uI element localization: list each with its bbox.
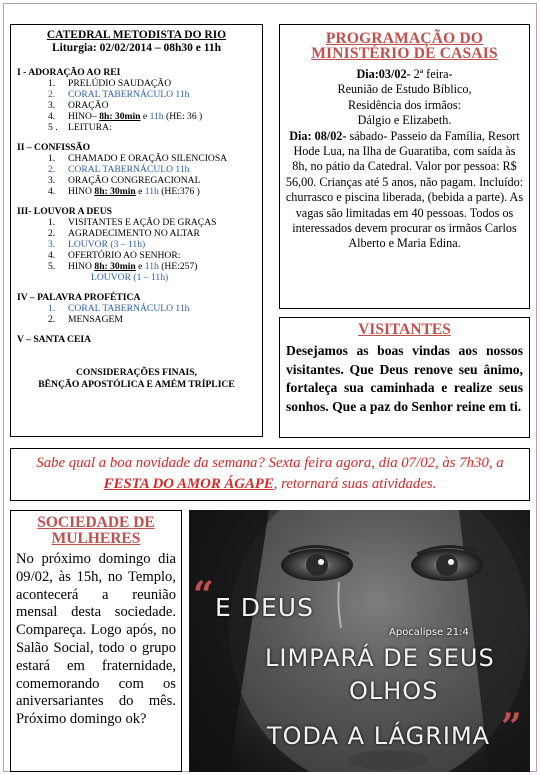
programacao-box	[279, 24, 530, 309]
liturgy-item-number: 1.	[48, 78, 56, 89]
day1-label: Dia:03/02-	[356, 67, 411, 81]
liturgy-item	[17, 250, 256, 261]
liturgy-item	[17, 78, 256, 89]
liturgy-item	[17, 89, 256, 100]
visitantes-box	[279, 317, 530, 438]
day2-label: Dia: 08/02-	[289, 128, 347, 143]
day1-text-a: 2ª feira-	[410, 67, 453, 81]
verse-reference: Apocalipse 21:4	[389, 627, 469, 638]
hymn-part-b2: 11h	[144, 186, 159, 197]
programacao-title-line-2: MINISTÉRIO DE CASAIS	[311, 45, 498, 62]
liturgy-item-text: MENSAGEM	[68, 314, 123, 325]
sociedade-title-line-1: SOCIEDADE DE	[37, 514, 155, 531]
verse-line-3: OLHOS	[349, 677, 439, 705]
hymn-part-post: (HE:257)	[158, 261, 198, 272]
liturgy-item-text: PRELÚDIO SAUDAÇÃO	[68, 78, 172, 89]
verse-line-4: TODA A LÁGRIMA	[267, 722, 491, 750]
programacao-body	[285, 67, 524, 252]
hymn-part-pre: HINO	[68, 186, 95, 197]
liturgy-item-number: 4.	[48, 250, 56, 261]
programacao-title-line-1: PROGRAMAÇÃO DO	[325, 30, 484, 47]
liturgy-item-text: AGRADECIMENTO NO ALTAR	[68, 228, 200, 239]
liturgy-item	[17, 111, 256, 122]
hymn-part-post: (HE:376 )	[158, 186, 200, 197]
closing-line-1: CONSIDERAÇÕES FINAIS,	[75, 367, 197, 378]
close-quote: ”	[501, 706, 522, 748]
liturgy-section-title: V – SANTA CEIA	[17, 334, 92, 345]
liturgy-item-text: LEITURA:	[68, 122, 112, 133]
liturgy-section-title: II – CONFISSÃO	[17, 142, 91, 153]
hymn-part-u1: 8h: 30min	[99, 111, 141, 122]
liturgy-item-number: 3.	[48, 239, 56, 250]
liturgy-item-text: ORAÇÃO	[68, 100, 109, 111]
verse-line-2: LIMPARÁ DE SEUS	[265, 644, 495, 672]
liturgy-item-number: 2.	[48, 228, 56, 239]
liturgy-section-title: I - ADORAÇÃO AO REI	[17, 67, 121, 78]
liturgy-item-number: 5 .	[48, 122, 58, 133]
liturgy-item	[17, 175, 256, 186]
hymn-part-pre: HINO–	[68, 111, 100, 122]
liturgy-item-number: 2.	[48, 164, 56, 175]
liturgy-item	[17, 122, 256, 133]
news-banner	[10, 448, 530, 501]
liturgy-box	[10, 24, 263, 437]
hymn-part-pre: HINO	[68, 261, 95, 272]
liturgy-item-text: LOUVOR (3 – 11h)	[68, 239, 146, 250]
liturgy-item-number: 5.	[48, 261, 56, 272]
liturgy-date: Liturgia: 02/02/2014 – 08h30 e 11h	[52, 42, 221, 54]
liturgy-item-number: 3.	[48, 175, 56, 186]
verse-image	[189, 510, 530, 772]
liturgy-item-text: CORAL TABERNÁCULO 11h	[68, 303, 190, 314]
liturgy-item-text	[68, 111, 202, 122]
liturgy-item	[17, 186, 256, 197]
closing-line-2: BÊNÇÃO APOSTÓLICA E AMÉM TRÍPLICE	[38, 379, 235, 390]
visitantes-text: Desejamos as boas vindas aos nossos visitantes. Que Deus renove seu ânimo, fortaleça sua caminhada e realize seus sonhos. Que a paz do Senhor reine em ti.	[286, 343, 523, 414]
liturgy-item	[17, 228, 256, 239]
sociedade-title	[16, 515, 176, 547]
liturgy-item-number: 3.	[48, 100, 56, 111]
liturgy-item-text: OFERTÓRIO AO SENHOR:	[68, 250, 181, 261]
liturgy-item-text: ORAÇÃO CONGREGACIONAL	[68, 175, 201, 186]
open-quote: “	[193, 574, 214, 616]
liturgy-item-text: CORAL TABERNÁCULO 11h	[68, 164, 190, 175]
programacao-title	[285, 31, 524, 61]
hymn-part-mid: e	[140, 111, 150, 122]
liturgy-item-number: 4.	[48, 111, 56, 122]
liturgy-item	[17, 303, 256, 314]
liturgy-item	[17, 314, 256, 325]
liturgy-item-number: 1.	[48, 153, 56, 164]
day1-text-c: Residência dos irmãos:	[347, 97, 462, 112]
hymn-part-mid: e	[135, 261, 145, 272]
liturgy-item-number: 1.	[48, 217, 56, 228]
hymn-part-mid: e	[135, 186, 145, 197]
church-name: CATEDRAL METODISTA DO RIO	[46, 29, 227, 41]
hymn-part-post: (HE: 36 )	[163, 111, 203, 122]
hymn-part-u1: 8h: 30min	[94, 186, 136, 197]
liturgy-section-title: IV – PALAVRA PROFÉTICA	[17, 292, 141, 303]
liturgy-extra-item: LOUVOR (1 – 11h)	[91, 272, 169, 283]
liturgy-item-number: 4.	[48, 186, 56, 197]
banner-highlight: FESTA DO AMOR ÁGAPE	[103, 476, 274, 492]
liturgy-sections	[17, 67, 256, 345]
sociedade-box	[10, 510, 182, 772]
hymn-part-u1: 8h: 30min	[94, 261, 136, 272]
sociedade-title-line-2: MULHERES	[51, 530, 141, 547]
liturgy-item-text	[68, 186, 200, 197]
liturgy-item	[17, 100, 256, 111]
banner-text-b: , retornará suas atividades.	[273, 476, 437, 492]
liturgy-item	[17, 239, 256, 250]
day2-text: sábado- Passeio da Família, Resort Hode Lua, na Ilha de Guaratiba, com saída às 8h, no pátio da Catedral. Valor por pessoa: R$ 56,00. Crianças até 5 anos, não pagam. Incluído: churrasco e piscina liberada, (bebida a parte). As vagas são limitadas em 40 pessoas. Todos os interessados devem procurar os irmãos Carlos Alberto e Maria Edina.	[285, 128, 524, 251]
liturgy-item	[17, 261, 256, 272]
day1-text-b: Reunião de Estudo Bíblico,	[337, 82, 472, 97]
liturgy-item-number: 2.	[48, 89, 56, 100]
liturgy-item	[17, 217, 256, 228]
day1-text-d: Dálgio e Elizabeth.	[357, 113, 452, 128]
liturgy-item	[17, 153, 256, 164]
liturgy-item-text: CHAMADO E ORAÇÃO SILENCIOSA	[68, 153, 228, 164]
liturgy-section-title: III- LOUVOR A DEUS	[17, 206, 112, 217]
hymn-part-b2: 11h	[144, 261, 159, 272]
liturgy-item-number: 1.	[48, 303, 56, 314]
liturgy-item-number: 2.	[48, 314, 56, 325]
liturgy-item-text: VISITANTES E AÇÃO DE GRAÇAS	[68, 217, 217, 228]
visitantes-title: VISITANTES	[358, 321, 451, 338]
liturgy-closing	[17, 367, 256, 391]
banner-text-a: Sabe qual a boa novidade da semana? Sexta feira agora, dia 07/02, às 7h30, a	[36, 455, 504, 471]
liturgy-item	[17, 164, 256, 175]
hymn-part-b2: 11h	[149, 111, 164, 122]
liturgy-header	[17, 29, 256, 55]
liturgy-item-text: CORAL TABERNÁCULO 11h	[68, 89, 190, 100]
liturgy-item-text	[68, 261, 197, 272]
verse-line-1: E DEUS	[215, 593, 314, 622]
sociedade-text: No próximo domingo dia 09/02, às 15h, no Templo, acontecerá a reunião mensal desta sociedade. Compareça. Logo após, no Salão Social, todo o grupo estará em fraternidade, comemorando com os aniversariantes do mês. Próximo domingo ok?	[16, 551, 176, 728]
